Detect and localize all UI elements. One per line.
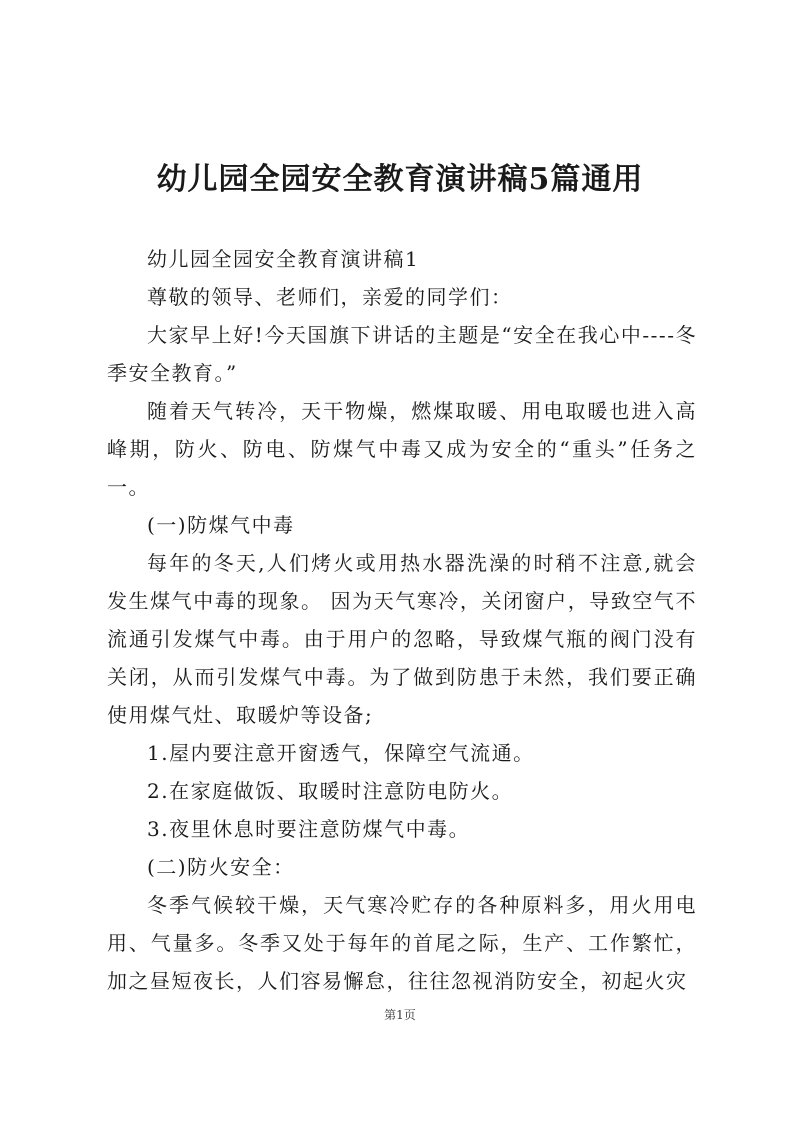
paragraph-greeting: 尊敬的领导、老师们，亲爱的同学们： [147,285,513,309]
document-body [107,240,697,1000]
paragraph-fire-safety: 冬季气候较干燥，天气寒冷贮存的各种原料多，用火用电用、气量多。冬季又处于每年的首尾之际，生产、工作繁忙，加之昼短夜长，人们容易懈怠，往往忽视消防安全，初起火灾 [107,893,697,993]
paragraph-background: 随着天气转冷，天干物燥，燃煤取暖、用电取暖也进入高峰期，防火、防电、防煤气中毒又成为安全的“重头”任务之一。 [107,399,697,499]
paragraph-opening: 大家早上好!今天国旗下讲话的主题是“安全在我心中----冬季安全教育。” [107,323,697,385]
paragraph-list-item-3: 3.夜里休息时要注意防煤气中毒。 [147,817,471,841]
paragraph-gas-poisoning: 每年的冬天,人们烤火或用热水器洗澡的时稍不注意,就会发生煤气中毒的现象。 因为天气寒冷，关闭窗户，导致空气不流通引发煤气中毒。由于用户的忽略，导致煤气瓶的阀门没有关闭，从而引发煤气中毒。为了做到防患于未然，我们要正确使用煤气灶、取暖炉等设备; [107,551,697,727]
paragraph-list-item-2: 2.在家庭做饭、取暖时注意防电防火。 [147,779,514,803]
page-number: 第1页 [384,1008,416,1022]
paragraph-subheading-gas: (一)防煤气中毒 [147,513,295,537]
document-title: 幼儿园全园安全教育演讲稿5篇通用 [156,162,644,197]
paragraph-section-heading: 幼儿园全园安全教育演讲稿1 [147,247,420,271]
paragraph-subheading-fire: (二)防火安全： [147,855,295,879]
paragraph-list-item-1: 1.屋内要注意开窗透气，保障空气流通。 [147,741,535,765]
